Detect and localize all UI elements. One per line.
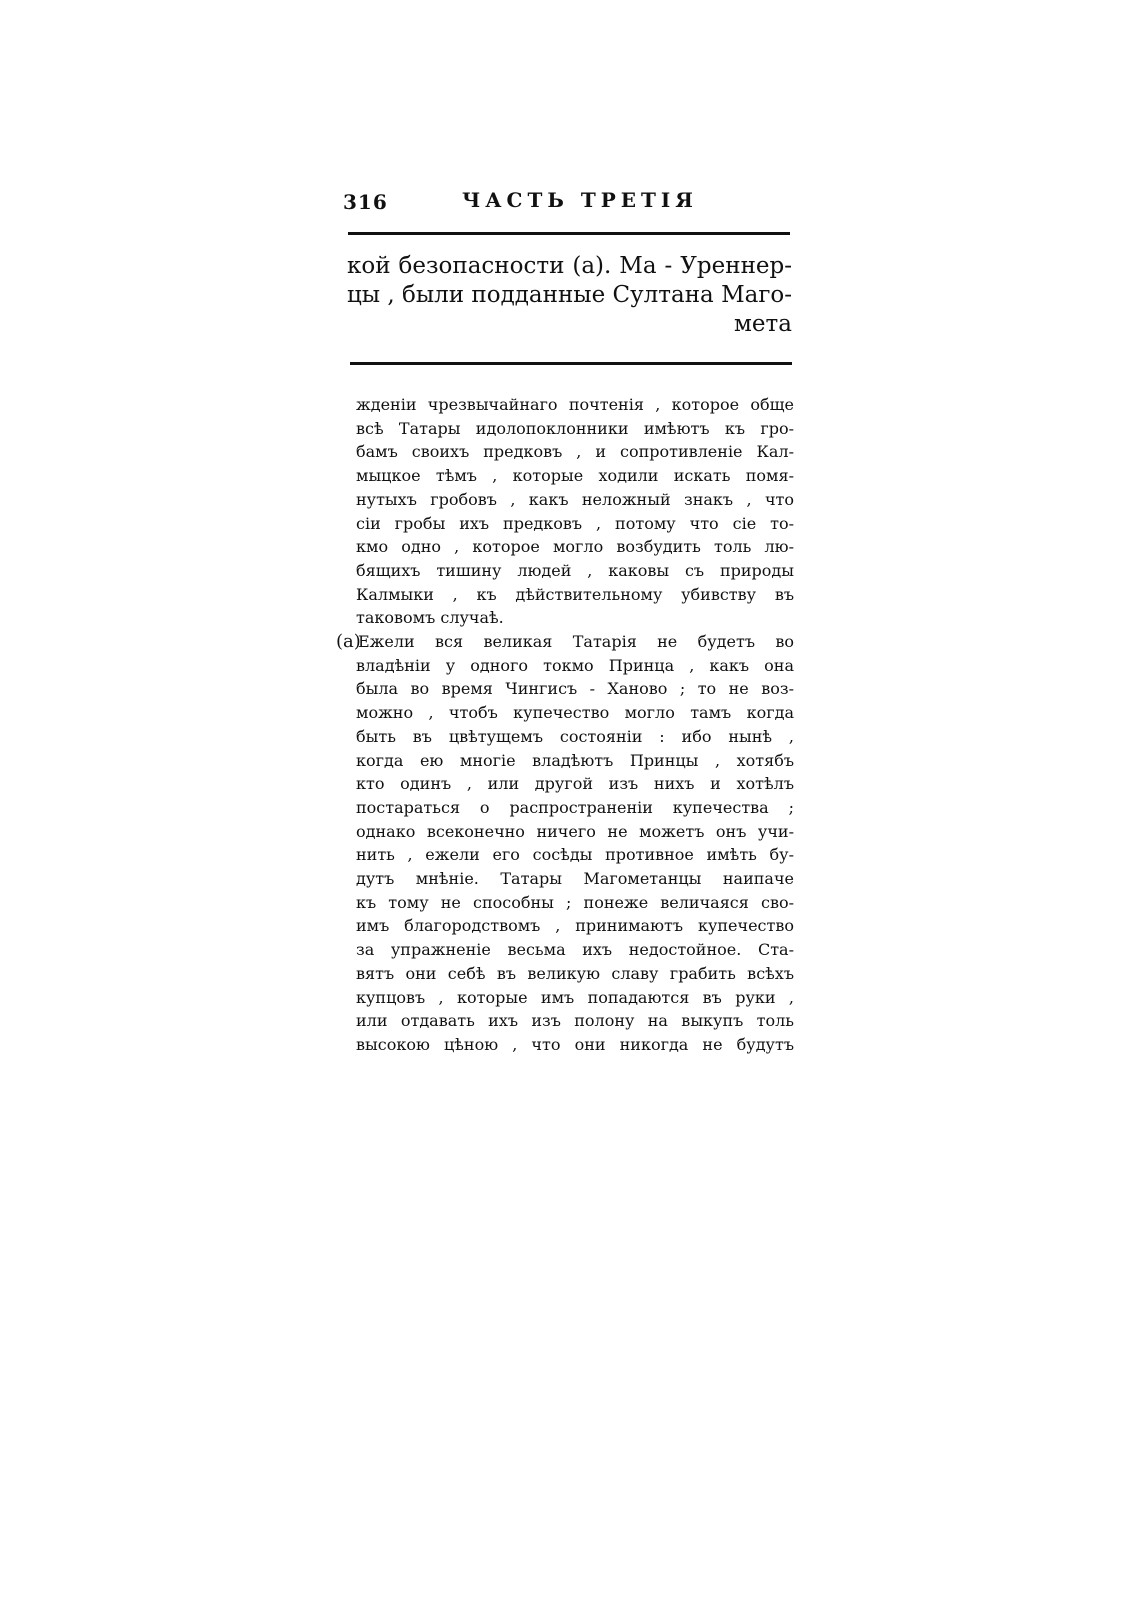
main-text-line: цы , были подданные Султана Маго- bbox=[347, 282, 792, 308]
footnote-line: или отдавать ихъ изъ полону на выкупъ толь bbox=[356, 1011, 794, 1031]
footnote-line: бамъ своихъ предковъ , и сопротивленіе Кал- bbox=[356, 442, 794, 462]
footnote-line-text: Ежели вся великая Татарія не будетъ во bbox=[358, 632, 794, 652]
main-text bbox=[347, 252, 792, 339]
footnote-line: таковомъ случаѣ. bbox=[356, 608, 504, 628]
footnote-line: бящихъ тишину людей , каковы съ природы bbox=[356, 560, 794, 580]
footnote-marker: (а) bbox=[336, 631, 361, 653]
main-text-line: мета bbox=[734, 311, 792, 337]
footnote-line bbox=[336, 630, 794, 654]
footnote-line: была во время Чингисъ - Ханово ; то не воз- bbox=[356, 679, 794, 699]
footnote-line: имъ благородствомъ , принимаютъ купечество bbox=[356, 916, 794, 936]
footnote-line: быть въ цвѣтущемъ состояніи : ибо нынѣ , bbox=[356, 726, 794, 746]
footnote-line: сіи гробы ихъ предковъ , потому что сіе то- bbox=[356, 513, 794, 533]
footnote-line: всѣ Татары идолопоклонники имѣютъ къ гро- bbox=[356, 418, 794, 438]
footnote-continuation bbox=[336, 393, 794, 630]
footnote-line: высокою цѣною , что они никогда не будутъ bbox=[356, 1034, 794, 1054]
footnote-line: кмо одно , которое могло возбудить толь лю- bbox=[356, 537, 794, 557]
footnote-line: нутыхъ гробовъ , какъ неложный знакъ , что bbox=[356, 489, 794, 509]
header-rule bbox=[348, 232, 790, 235]
footnote-line: кто одинъ , или другой изъ нихъ и хотѣлъ bbox=[356, 774, 794, 794]
main-text-line: кой безопасности (а). Ма - Уреннер- bbox=[347, 253, 792, 279]
footnote-line: жденіи чрезвычайнаго почтенія , которое обще bbox=[356, 395, 794, 414]
running-title: ЧАСТЬ ТРЕТІЯ bbox=[462, 188, 698, 212]
footnote-line: Калмыки , къ дѣйствительному убивству въ bbox=[356, 584, 794, 604]
footnote-line: вятъ они себѣ въ великую славу грабить всѣхъ bbox=[356, 963, 794, 983]
footnote-separator-rule bbox=[350, 362, 792, 365]
footnote-line: владѣніи у одного токмо Принца , какъ она bbox=[356, 655, 794, 675]
footnote-line: за упражненіе весьма ихъ недостойное. Ста- bbox=[356, 940, 794, 960]
page-number: 316 bbox=[343, 190, 388, 214]
footnote-line: однако всеконечно ничего не можетъ онъ учи- bbox=[356, 821, 794, 841]
footnote-line: купцовъ , которые имъ попадаются въ руки , bbox=[356, 987, 794, 1007]
footnote-a bbox=[336, 630, 794, 1057]
footnotes bbox=[336, 393, 794, 1057]
footnote-line: дутъ мнѣніе. Татары Магометанцы наипаче bbox=[356, 869, 794, 889]
footnote-line: постараться о распространеніи купечества ; bbox=[356, 797, 794, 817]
footnote-line: нить , ежели его сосѣды противное имѣть бу- bbox=[356, 845, 794, 865]
footnote-line: къ тому не способны ; понеже величаяся сво- bbox=[356, 892, 794, 912]
footnote-line: когда ею многіе владѣютъ Принцы , хотябъ bbox=[356, 750, 794, 770]
footnote-line: можно , чтобъ купечество могло тамъ когда bbox=[356, 703, 794, 723]
footnote-line: мыцкое тѣмъ , которые ходили искать помя- bbox=[356, 466, 794, 486]
